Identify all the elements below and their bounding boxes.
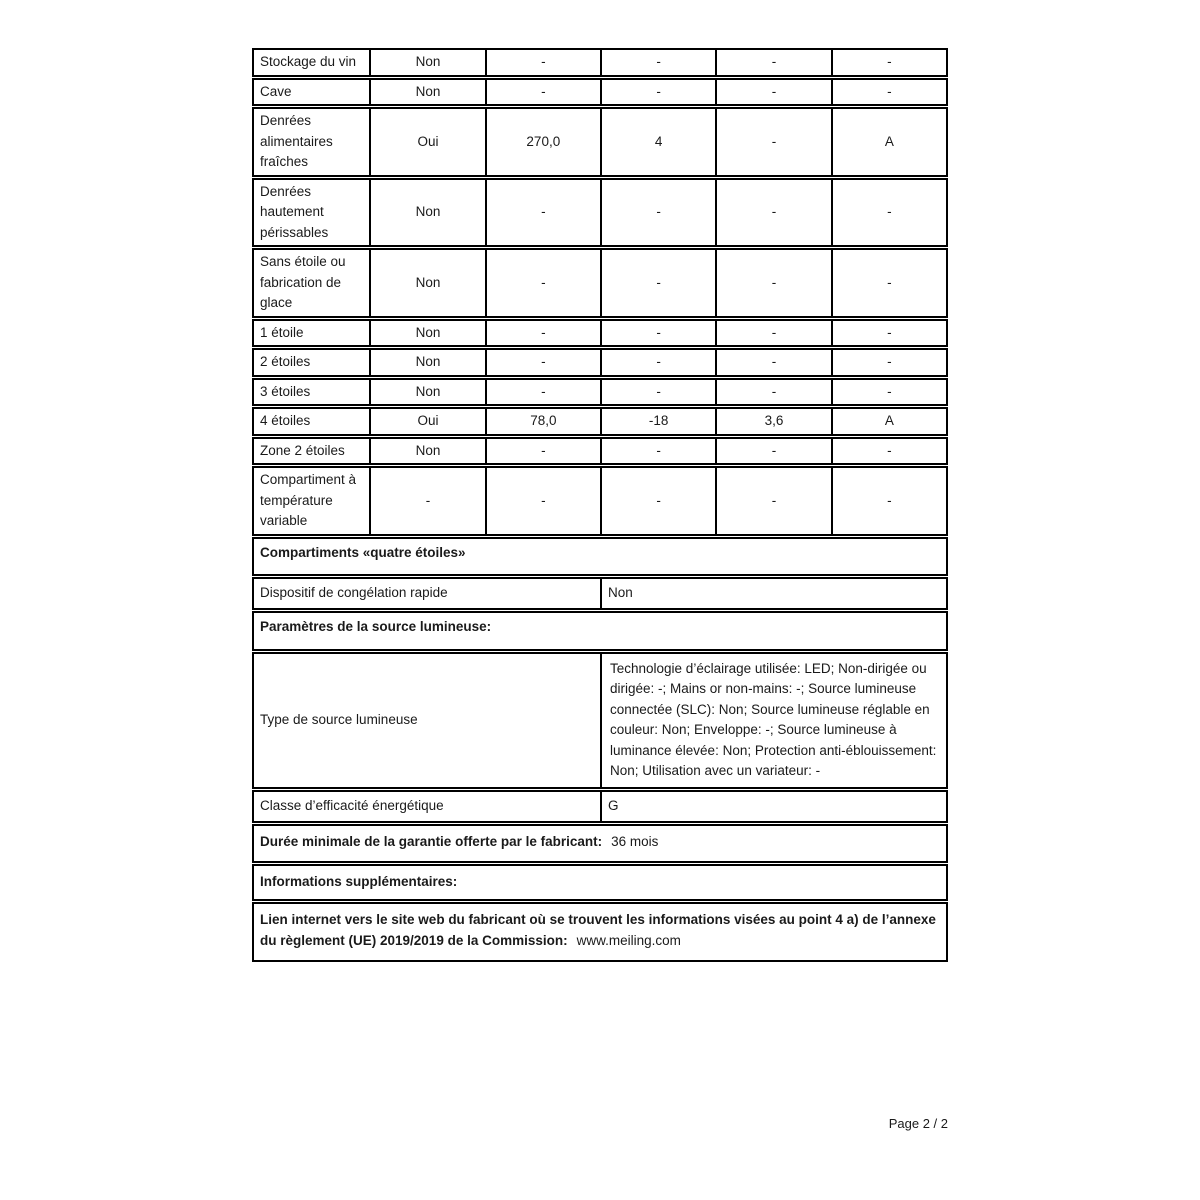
cell-value: Non <box>369 50 484 75</box>
cell-value: - <box>600 80 715 105</box>
cell-value: - <box>369 468 484 534</box>
section-header-four-star <box>252 537 948 577</box>
cell-value: - <box>600 50 715 75</box>
row-label: Stockage du vin <box>260 54 357 69</box>
row-label: Zone 2 étoiles <box>260 442 345 458</box>
table-row <box>252 178 948 248</box>
row-label: Compartiment à température variable <box>260 472 357 528</box>
cell-value: -18 <box>600 409 715 434</box>
cell-value: 36 mois <box>611 834 659 850</box>
cell-value: - <box>600 380 715 405</box>
cell-value: - <box>715 380 830 405</box>
cell-value: - <box>831 321 946 346</box>
row-label: Durée minimale de la garantie offerte par le fabricant: <box>260 834 603 850</box>
cell-value: Non <box>369 250 484 316</box>
cell-value: - <box>485 468 600 534</box>
additional-info-row <box>252 864 948 901</box>
cell-value: Technologie d’éclairage utilisée: LED; Non-dirigée ou dirigée: -; Mains or non-mains: -; Source lumineuse connectée (SLC): Non; Source lumineuse réglable en couleur: Non; Enveloppe: -; Source lumineuse à luminance élevée: Non; Protection anti-éblouissement: Non; Utilisation avec un variateur: - <box>600 654 946 788</box>
cell-value: - <box>485 180 600 246</box>
cell-value: - <box>600 439 715 464</box>
cell-value: - <box>715 321 830 346</box>
row-label: Type de source lumineuse <box>260 712 418 728</box>
manufacturer-link-row <box>252 902 948 962</box>
row-label: 1 étoile <box>260 324 304 340</box>
table-row <box>252 348 948 377</box>
cell-value: - <box>485 321 600 346</box>
cell-value: - <box>715 180 830 246</box>
table-row <box>252 248 948 318</box>
light-source-row <box>252 652 948 790</box>
table-row <box>252 378 948 407</box>
row-label: Dispositif de congélation rapide <box>260 585 448 601</box>
cell-value: - <box>715 350 830 375</box>
cell-value: Non <box>369 350 484 375</box>
cell-value: 78,0 <box>485 409 600 434</box>
product-fiche-table <box>252 48 948 962</box>
row-label: 4 étoiles <box>260 413 311 428</box>
cell-value: - <box>485 250 600 316</box>
cell-value: A <box>831 109 946 175</box>
cell-value: - <box>485 380 600 405</box>
cell-value: - <box>831 50 946 75</box>
cell-value: A <box>831 409 946 434</box>
section-header-label: Compartiments «quatre étoiles» <box>260 544 466 560</box>
table-row <box>252 407 948 436</box>
cell-value: 3,6 <box>715 409 830 434</box>
cell-value: - <box>600 468 715 534</box>
cell-value: Oui <box>369 109 484 175</box>
row-label: 2 étoiles <box>260 354 311 369</box>
row-label: Lien internet vers le site web du fabricant où se trouvent les informations visées au point 4 a) de l’annexe du règlement (UE) 2019/2019 de la Commission: <box>260 912 936 949</box>
cell-value: - <box>485 350 600 375</box>
cell-value: - <box>715 109 830 175</box>
cell-value: - <box>831 380 946 405</box>
cell-value: - <box>831 439 946 464</box>
cell-value: - <box>715 250 830 316</box>
row-label: Classe d’efficacité énergétique <box>260 798 444 814</box>
cell-value: - <box>715 50 830 75</box>
cell-value: Non <box>369 380 484 405</box>
cell-value: - <box>715 80 830 105</box>
cell-value: Oui <box>369 409 484 434</box>
quick-freeze-row <box>252 577 948 610</box>
table-row <box>252 437 948 466</box>
page-number: Page 2 / 2 <box>888 1116 948 1131</box>
cell-value: G <box>600 792 946 821</box>
cell-value: - <box>831 350 946 375</box>
cell-value: - <box>600 350 715 375</box>
cell-value: - <box>600 180 715 246</box>
table-row <box>252 466 948 536</box>
cell-value: - <box>600 250 715 316</box>
table-row <box>252 78 948 107</box>
cell-value: - <box>715 468 830 534</box>
row-label: 3 étoiles <box>260 383 311 399</box>
row-label: Sans étoile ou fabrication de glace <box>260 254 346 310</box>
cell-value: Non <box>369 180 484 246</box>
cell-value: - <box>831 180 946 246</box>
cell-value: - <box>715 439 830 464</box>
cell-value: 270,0 <box>485 109 600 175</box>
row-label: Denrées alimentaires fraîches <box>260 113 333 169</box>
cell-value: - <box>831 80 946 105</box>
manufacturer-website-text: www.meiling.com <box>576 933 681 949</box>
table-row <box>252 48 948 77</box>
cell-value: - <box>831 468 946 534</box>
cell-value: - <box>600 321 715 346</box>
cell-value: Non <box>369 439 484 464</box>
energy-class-row <box>252 790 948 823</box>
cell-value: - <box>831 250 946 316</box>
warranty-row <box>252 824 948 863</box>
cell-value: Non <box>600 579 946 608</box>
section-header-label: Informations supplémentaires: <box>260 874 458 890</box>
cell-value: - <box>485 439 600 464</box>
cell-value: - <box>485 50 600 75</box>
section-header-label: Paramètres de la source lumineuse: <box>260 619 492 634</box>
section-header-light-params <box>252 611 948 651</box>
cell-value: Non <box>369 80 484 105</box>
cell-value: Non <box>369 321 484 346</box>
cell-value: 4 <box>600 109 715 175</box>
table-row <box>252 319 948 348</box>
cell-value: - <box>485 80 600 105</box>
table-row <box>252 107 948 177</box>
row-label: Cave <box>260 83 292 99</box>
row-label: Denrées hautement périssables <box>260 183 329 240</box>
